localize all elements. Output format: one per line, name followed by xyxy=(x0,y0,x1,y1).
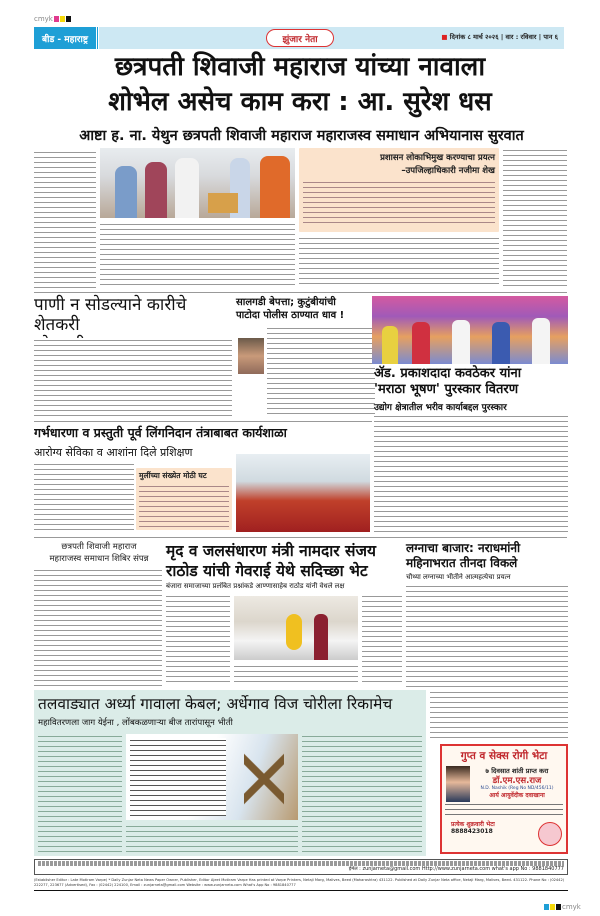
salgadi-headline-line2: पाटोदा पोलीस ठाण्यात धाव ! xyxy=(236,310,345,321)
lead-body-col2 xyxy=(100,222,295,288)
missing-person-photo xyxy=(238,338,264,374)
lagna-headline-line1: लग्नाचा बाजार: नराधमांनी xyxy=(406,541,521,555)
mantri-headline-line1: मृद व जलसंधारण मंत्री नामदार संजय xyxy=(166,542,376,560)
garbh-body xyxy=(34,462,134,534)
shibir-headline-line1: छत्रपती शिवाजी महाराज xyxy=(61,542,137,552)
award-headline xyxy=(374,366,569,398)
divider xyxy=(34,421,372,422)
shibir-body xyxy=(34,568,162,686)
lead-headline-line1: छत्रपती शिवाजी महाराज यांच्या नावाला xyxy=(114,52,486,82)
lagna-headline-line2: महिनाभरात तीनदा विकले xyxy=(406,556,518,570)
garbh-box xyxy=(136,468,232,530)
footer-contact-line: ईमेल : zunjarneta@gmail.com Http://www.zunjarneta.com what's app No : 9881840777 xyxy=(348,866,564,872)
dateline: ■ दिनांक ८ मार्च २०२६ | वार : रविवार | पान ६ xyxy=(441,33,558,41)
ad-doctor: डॉ.एम.एस.राज xyxy=(492,776,542,786)
pani-body xyxy=(34,338,232,420)
talwada-subhead: महावितरणला जाग येईना , लोंबकळणाऱ्या बीज तारांपासून भीती xyxy=(38,718,233,728)
ad-badge xyxy=(538,822,562,846)
award-subhead: उद्योग क्षेत्रातील भरीव कार्याबद्दल पुरस्कार xyxy=(374,403,507,413)
lead-photo xyxy=(100,148,295,218)
garbh-headline: गर्भधारणा व प्रस्तुती पूर्व लिंगनिदान तंत्राबाबत कार्यशाळा xyxy=(34,425,287,440)
lead-sidebar-box xyxy=(299,148,499,232)
pylon-photo xyxy=(126,734,298,820)
footer-imprint: (Establisher Editor : Late Motiram Varpe) * Daily Zunjar Neta News Paper Owner, Publisher, Editor Ajeet Motiram Varpe Has printed at Varpe Printers, Netaji Marg, Malives, Beed (Maharashtra) 431122. Published at Daily Zunjar Neta office, Netaji Marg, Malives, Beed- 431122. Phone No : (02442) 222277, 223677 (Advertised), Fax : (02442) 224100, Email : zunjarneta@gmail.com Website : www.zunjarneta.com What's App No : 9881840777 xyxy=(34,878,565,887)
salgadi-headline-line1: सालगडी बेपत्ता; कुटुंबीयांची xyxy=(236,297,336,308)
garbh-box-title: मुलींच्या संख्येत मोठी घट xyxy=(139,471,207,480)
shibir-headline-line2: महाराजस्व समाधान शिबिर संपन्न xyxy=(49,554,149,564)
lagna-body-continued xyxy=(430,690,568,740)
lagna-headline xyxy=(406,541,568,571)
mantri-subhead: बंजारा समाजाच्या प्रलंबित प्रश्नांकडे आण्णासाहेब राठोड यांनी वेधले लक्ष xyxy=(166,582,345,590)
workshop-photo xyxy=(236,454,370,532)
award-photo xyxy=(372,296,568,364)
divider xyxy=(34,292,567,293)
mantri-body-col2 xyxy=(362,594,402,686)
mantri-body-col1 xyxy=(166,594,230,686)
newspaper-logo: झुंजार नेता xyxy=(266,29,334,47)
pani-headline-line1: पाणी न सोडल्याने कारीचे शेतकरी xyxy=(34,295,187,335)
talwada-headline: तलवाड्यात अर्ध्या गावाला केबल; अर्धेगाव विज चोरीला रिकामेच xyxy=(38,695,393,713)
garbh-subhead: आरोग्य सेविका व आशांना दिले प्रशिक्षण xyxy=(34,446,193,459)
box-title-line1: प्रशासन लोकाभिमुख करण्याचा प्रयत्न xyxy=(380,153,495,163)
section-label: बीड - महाराष्ट्र xyxy=(34,27,99,49)
mantri-headline-line2: राठोड यांची गेवराई येथे सदिच्छा भेट xyxy=(166,562,368,580)
ad-line1: ७ दिवसात शांती प्राप्त करा xyxy=(485,767,549,775)
print-registration-mark xyxy=(34,15,71,23)
lagna-body xyxy=(406,584,568,687)
mantri-photo xyxy=(234,596,358,660)
box-title-line2: –उपजिल्हाधिकारी नजीमा शेख xyxy=(401,166,495,176)
ad-contact-label: प्रत्येक शुक्रवारी भेटा xyxy=(451,821,495,828)
shibir-headline xyxy=(34,541,164,565)
cmyk-label: cmyk xyxy=(34,15,53,23)
mantri-headline xyxy=(166,541,401,581)
footer-rule xyxy=(34,890,568,891)
ad-phone[interactable]: 8888423018 xyxy=(451,828,493,835)
award-headline-line2: 'मराठा भूषण' पुरस्कार वितरण xyxy=(374,382,519,397)
lead-subhead: आष्टा ह. ना. येथुन छत्रपती शिवाजी महाराज महाराजस्व समाधान अभियानास सुरवात xyxy=(79,128,524,144)
lead-body-col1 xyxy=(34,150,96,290)
divider xyxy=(34,537,567,538)
lead-body-col4 xyxy=(503,148,567,290)
lead-body-col3 xyxy=(299,236,499,288)
salgadi-headline xyxy=(236,296,376,322)
ad-title: गुप्त व सेक्स रोगी भेटा xyxy=(460,750,548,762)
footer-contact-box xyxy=(34,859,568,875)
ad-reg: N.D. Nashik (Reg No ND/456/11) xyxy=(480,786,554,791)
talwada-section xyxy=(34,690,426,856)
award-body xyxy=(374,414,568,534)
lagna-subhead: चौथ्या लग्नाच्या भीतीने आत्महत्येचा प्रयत्न xyxy=(406,573,511,581)
ad-clinic: आर्य आयुर्वेदीक दवाखाना xyxy=(489,792,545,799)
lead-headline-line2: शोभेल असेच काम करा : आ. सुरेश धस xyxy=(108,87,492,117)
clinic-advertisement[interactable] xyxy=(440,744,568,854)
mantri-photo-caption xyxy=(234,664,358,686)
cmyk-label-bottom: cmyk xyxy=(562,903,581,911)
print-registration-mark-bottom xyxy=(544,903,581,911)
salgadi-body xyxy=(267,326,375,418)
masthead xyxy=(34,27,564,49)
dateline-text: दिनांक ८ मार्च २०२६ | वार : रविवार | पान ६ xyxy=(449,33,558,41)
ad-couple-photo xyxy=(446,766,470,802)
award-headline-line1: ॲड. प्रकाशदादा कवठेकर यांना xyxy=(374,366,522,381)
